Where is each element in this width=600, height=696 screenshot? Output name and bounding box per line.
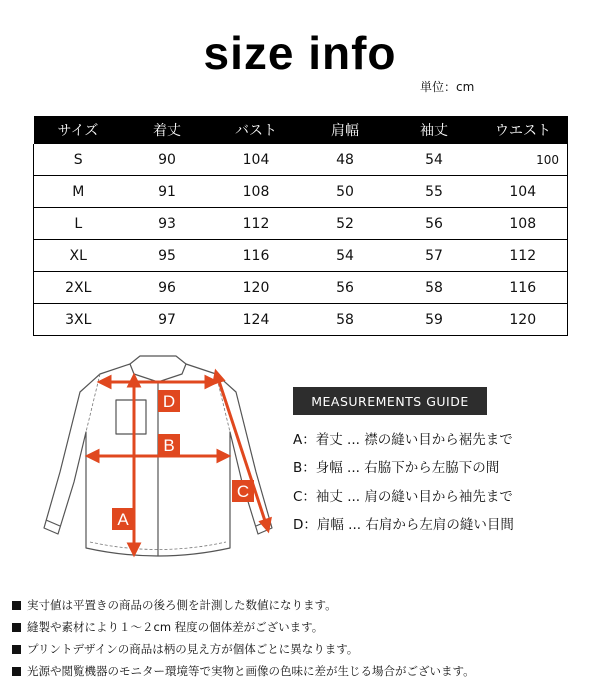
column-header-waist: ウエスト xyxy=(479,116,568,144)
table-cell: 97 xyxy=(123,304,212,336)
size-table xyxy=(33,116,568,336)
guide-item-b: B：身幅 ... 右脇下から左脇下の間 xyxy=(293,460,500,476)
table-cell: 52 xyxy=(301,208,390,240)
table-cell: 116 xyxy=(479,272,568,304)
table-cell: 56 xyxy=(301,272,390,304)
table-cell: 2XL xyxy=(34,272,123,304)
column-header-bust: バスト xyxy=(212,116,301,144)
label-c: C xyxy=(236,482,250,501)
note-item xyxy=(8,660,598,682)
table-row xyxy=(34,304,568,336)
bullet-square-icon xyxy=(12,601,21,610)
table-cell: 56 xyxy=(390,208,479,240)
table-cell: L xyxy=(34,208,123,240)
table-row xyxy=(34,240,568,272)
guide-item-d: D：肩幅 ... 右肩から左肩の縫い目間 xyxy=(293,517,514,533)
table-cell: 90 xyxy=(123,144,212,176)
column-header-shoulder: 肩幅 xyxy=(301,116,390,144)
bullet-square-icon xyxy=(12,645,21,654)
table-cell: 59 xyxy=(390,304,479,336)
table-cell: 57 xyxy=(390,240,479,272)
guide-item-a: A：着丈 ... 襟の縫い目から裾先まで xyxy=(293,432,513,448)
table-row xyxy=(34,176,568,208)
note-text: 縫製や素材により１～２cm 程度の個体差がございます。 xyxy=(27,620,324,634)
label-d: D xyxy=(162,392,176,411)
table-cell: 96 xyxy=(123,272,212,304)
column-header-sleeve: 袖丈 xyxy=(390,116,479,144)
table-cell: 55 xyxy=(390,176,479,208)
table-cell: 95 xyxy=(123,240,212,272)
table-cell: 100 xyxy=(479,144,568,176)
measurements-guide-header: MEASUREMENTS GUIDE xyxy=(293,387,487,415)
table-row xyxy=(34,144,568,176)
note-text: 実寸値は平置きの商品の後ろ側を計測した数値になります。 xyxy=(27,598,337,612)
column-header-length: 着丈 xyxy=(123,116,212,144)
bullet-square-icon xyxy=(12,623,21,632)
table-cell: 93 xyxy=(123,208,212,240)
table-cell: 104 xyxy=(479,176,568,208)
label-a: A xyxy=(117,510,129,529)
table-cell: 58 xyxy=(301,304,390,336)
page-title: size info xyxy=(203,27,397,79)
table-cell: M xyxy=(34,176,123,208)
table-cell: 120 xyxy=(479,304,568,336)
table-cell: 54 xyxy=(301,240,390,272)
guide-item-c: C：袖丈 ... 肩の縫い目から袖先まで xyxy=(293,489,513,505)
table-cell: 124 xyxy=(212,304,301,336)
table-cell: 108 xyxy=(479,208,568,240)
label-b: B xyxy=(163,436,175,455)
note-item xyxy=(8,594,598,616)
note-item xyxy=(8,616,598,638)
table-cell: S xyxy=(34,144,123,176)
notes-list xyxy=(8,594,598,682)
note-item xyxy=(8,638,598,660)
table-cell: 91 xyxy=(123,176,212,208)
table-cell: 108 xyxy=(212,176,301,208)
table-cell: 58 xyxy=(390,272,479,304)
table-row xyxy=(34,272,568,304)
table-header-row xyxy=(34,116,568,144)
table-cell: XL xyxy=(34,240,123,272)
table-cell: 48 xyxy=(301,144,390,176)
table-cell: 116 xyxy=(212,240,301,272)
table-cell: 3XL xyxy=(34,304,123,336)
table-cell: 112 xyxy=(212,208,301,240)
table-cell: 120 xyxy=(212,272,301,304)
table-cell: 112 xyxy=(479,240,568,272)
table-cell: 50 xyxy=(301,176,390,208)
table-cell: 54 xyxy=(390,144,479,176)
unit-label: 単位：cm xyxy=(420,80,475,94)
column-header-size: サイズ xyxy=(34,116,123,144)
note-text: プリントデザインの商品は柄の見え方が個体ごとに異なります。 xyxy=(27,642,359,656)
table-row xyxy=(34,208,568,240)
table-cell: 104 xyxy=(212,144,301,176)
note-text: 光源や閲覧機器のモニター環境等で実物と画像の色味に差が生じる場合がございます。 xyxy=(27,664,475,678)
shirt-measurement-diagram xyxy=(30,352,290,587)
bullet-square-icon xyxy=(12,667,21,676)
